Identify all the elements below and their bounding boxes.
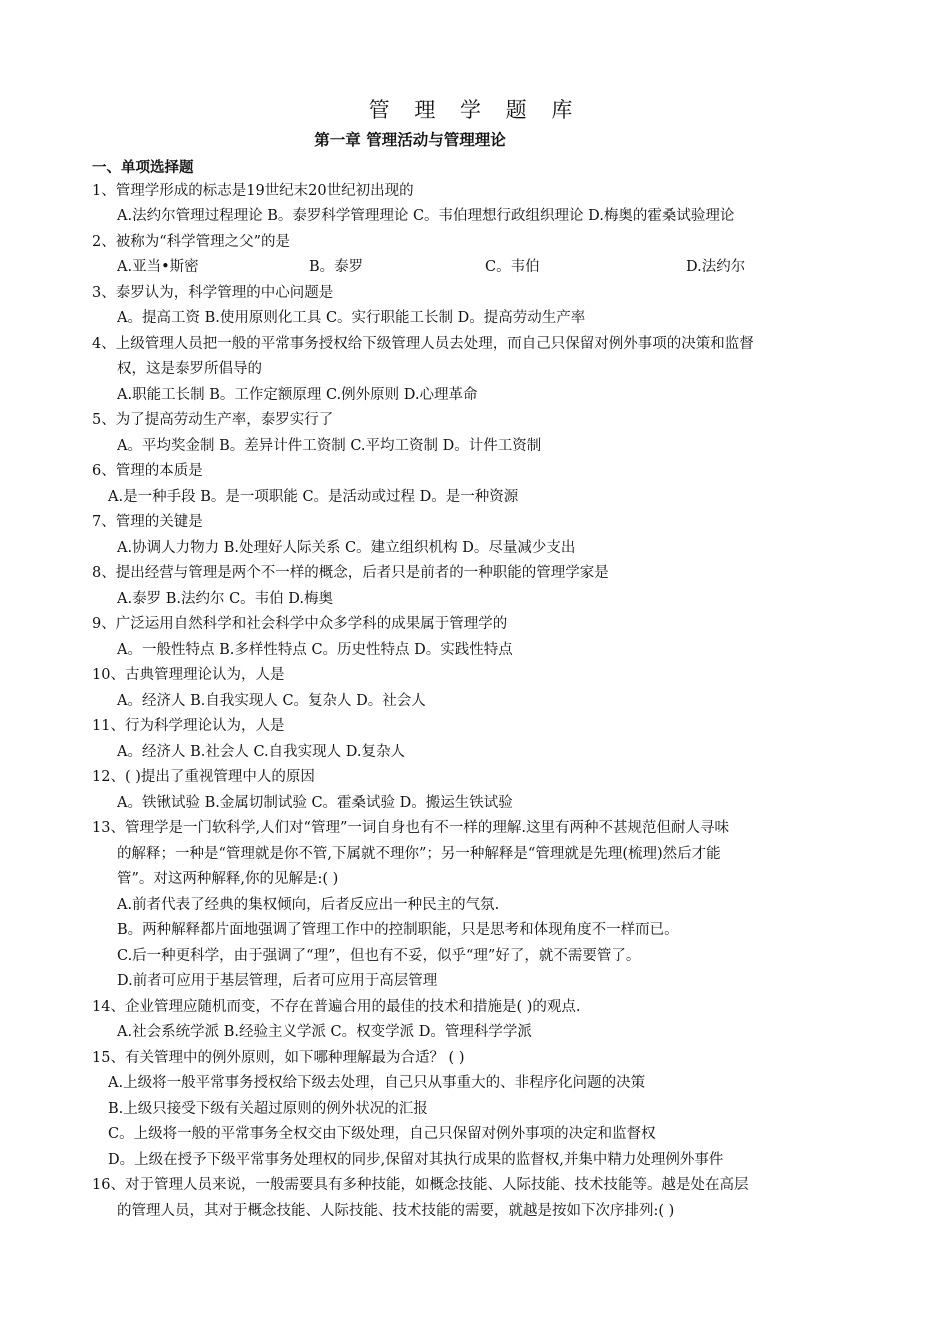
question-13-continued-2: 管”。对这两种解释,你的见解是:( ) [117, 871, 339, 887]
section-heading: 一、单项选择题 [92, 160, 194, 176]
question-2-option-d: D.法约尔 [686, 259, 746, 275]
question-7-options: A.协调人力物力 B.处理好人际关系 C。建立组织机构 D。尽量减少支出 [117, 540, 576, 556]
question-13: 13、管理学是一门软科学,人们对“管理”一词自身也有不一样的理解.这里有两种不甚规范但耐人寻味 [92, 820, 729, 836]
question-8: 8、提出经营与管理是两个不一样的概念，后者只是前者的一种职能的管理学家是 [92, 565, 609, 581]
question-4-options: A.职能工长制 B。工作定额原理 C.例外原则 D.心理革命 [117, 387, 478, 403]
question-12: 12、( )提出了重视管理中人的原因 [92, 769, 315, 785]
question-1-options: A.法约尔管理过程理论 B。泰罗科学管理理论 C。韦伯理想行政组织理论 D.梅奥的霍桑试验理论 [117, 208, 735, 224]
question-6-options: A.是一种手段 B。是一项职能 C。是活动或过程 D。是一种资源 [108, 489, 519, 505]
question-9-options: A。一般性特点 B.多样性特点 C。历史性特点 D。实践性特点 [117, 642, 513, 658]
question-11: 11、行为科学理论认为，人是 [92, 718, 285, 734]
chapter-heading: 第一章 管理活动与管理理论 [314, 131, 506, 149]
question-10-options: A。经济人 B.自我实现人 C。复杂人 D。社会人 [117, 693, 426, 709]
question-2-option-b: B。泰罗 [309, 259, 364, 275]
document-title: 管 理 学 题 库 [368, 98, 582, 122]
question-10: 10、古典管理理论认为，人是 [92, 667, 285, 683]
question-13-option-a: A.前者代表了经典的集权倾向，后者反应出一种民主的气氛. [117, 897, 500, 913]
question-13-option-b: B。两种解释都片面地强调了管理工作中的控制职能，只是思考和体现角度不一样而已。 [117, 922, 679, 938]
question-7: 7、管理的关键是 [92, 514, 203, 530]
question-16-continued: 的管理人员，其对于概念技能、人际技能、技术技能的需要，就越是按如下次序排列:( ) [117, 1203, 675, 1219]
question-4: 4、上级管理人员把一般的平常事务授权给下级管理人员去处理，而自己只保留对例外事项的决策和监督 [92, 336, 754, 352]
question-8-options: A.泰罗 B.法约尔 C。韦伯 D.梅奥 [117, 591, 333, 607]
question-5-options: A。平均奖金制 B。差异计件工资制 C.平均工资制 D。计件工资制 [117, 438, 542, 454]
question-12-options: A。铁锹试验 B.金属切制试验 C。霍桑试验 D。搬运生铁试验 [117, 795, 513, 811]
question-1: 1、管理学形成的标志是19世纪末20世纪初出现的 [92, 183, 414, 199]
question-13-continued-1: 的解释；一种是“管理就是你不管,下属就不理你”；另一种解释是“管理就是先理(梳理)然后才能 [117, 846, 721, 862]
question-13-option-c: C.后一种更科学，由于强调了“理”，但也有不妥，似乎“理”好了，就不需要管了。 [117, 948, 641, 964]
question-15-option-d: D。上级在授予下级平常事务处理权的同步,保留对其执行成果的监督权,并集中精力处理例外事件 [108, 1152, 724, 1168]
question-9: 9、广泛运用自然科学和社会科学中众多学科的成果属于管理学的 [92, 616, 508, 632]
question-2-option-a: A.亚当•斯密 [117, 259, 199, 275]
question-15-option-a: A.上级将一般平常事务授权给下级去处理，自己只从事重大的、非程序化问题的决策 [108, 1075, 646, 1091]
question-14: 14、企业管理应随机而变，不存在普遍合用的最佳的技术和措施是( )的观点. [92, 999, 581, 1015]
question-2: 2、被称为“科学管理之父”的是 [92, 234, 291, 250]
question-4-continued: 权，这是泰罗所倡导的 [117, 361, 262, 377]
question-15-option-b: B.上级只接受下级有关超过原则的例外状况的汇报 [108, 1101, 428, 1117]
question-14-options: A.社会系统学派 B.经验主义学派 C。权变学派 D。管理科学学派 [117, 1024, 532, 1040]
question-13-option-d: D.前者可应用于基层管理，后者可应用于高层管理 [117, 973, 438, 989]
question-3-options: A。提高工资 B.使用原则化工具 C。实行职能工长制 D。提高劳动生产率 [117, 310, 586, 326]
question-16: 16、对于管理人员来说，一般需要具有多种技能，如概念技能、人际技能、技术技能等。越是处在高层 [92, 1177, 749, 1193]
question-11-options: A。经济人 B.社会人 C.自我实现人 D.复杂人 [117, 744, 405, 760]
question-5: 5、为了提高劳动生产率，泰罗实行了 [92, 412, 334, 428]
question-15-option-c: C。上级将一般的平常事务全权交由下级处理，自己只保留对例外事项的决定和监督权 [108, 1126, 656, 1142]
question-15: 15、有关管理中的例外原则，如下哪种理解最为合适？ ( ) [92, 1050, 465, 1066]
question-2-option-c: C。韦伯 [485, 259, 540, 275]
question-6: 6、管理的本质是 [92, 463, 203, 479]
question-3: 3、泰罗认为，科学管理的中心问题是 [92, 285, 334, 301]
